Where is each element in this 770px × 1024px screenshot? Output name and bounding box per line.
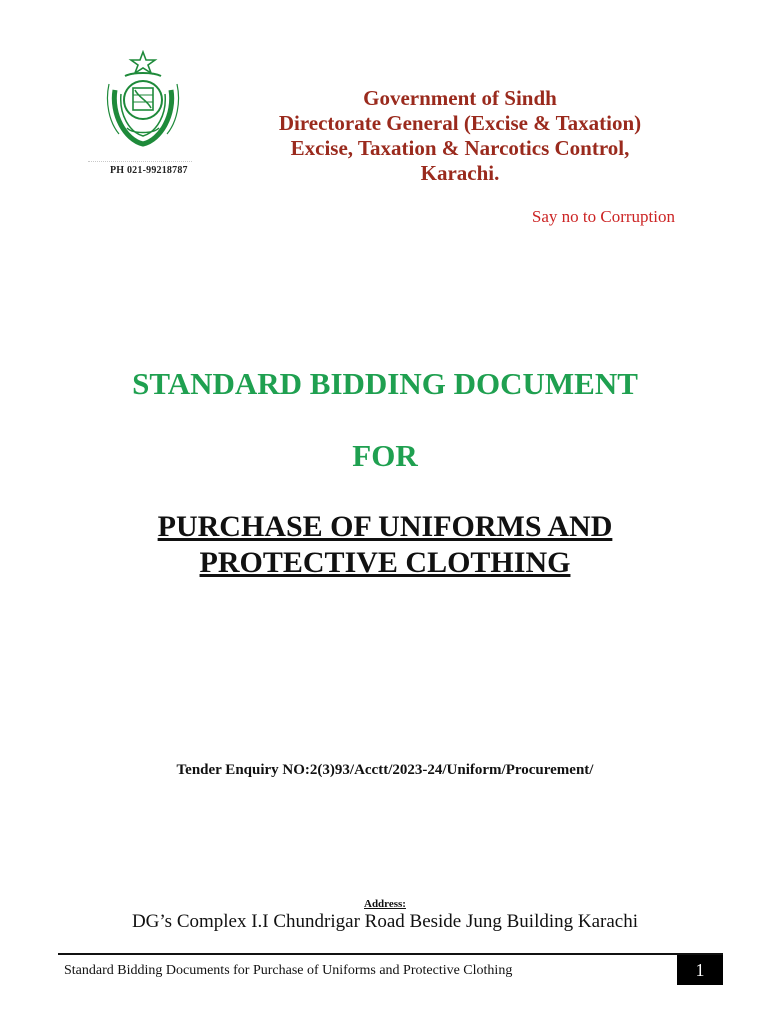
- document-title-for: FOR: [352, 438, 418, 473]
- document-title: STANDARD BIDDING DOCUMENT: [132, 366, 638, 401]
- page-number: 1: [677, 955, 723, 985]
- footer-divider: [58, 953, 723, 955]
- tender-enquiry-number: Tender Enquiry NO:2(3)93/Acctt/2023-24/Uniform/Procurement/: [176, 762, 594, 778]
- document-subject: [0, 509, 770, 581]
- anti-corruption-slogan: Say no to Corruption: [531, 207, 675, 226]
- emblem-graphic: [95, 50, 191, 150]
- sindh-government-emblem-icon: [95, 50, 191, 150]
- header-line-department: Excise, Taxation & Narcotics Control,: [290, 136, 630, 160]
- address-text: DG’s Complex I.I Chundrigar Road Beside Jung Building Karachi: [131, 911, 639, 932]
- header-line-directorate: Directorate General (Excise & Taxation): [278, 111, 642, 135]
- header-line-government: Government of Sindh: [363, 86, 557, 110]
- phone-number: PH 021-99218787: [110, 165, 188, 176]
- subject-line-2: PROTECTIVE CLOTHING: [199, 546, 571, 579]
- letterhead-header: [210, 86, 710, 186]
- header-line-city: Karachi.: [420, 161, 500, 185]
- footer-text: Standard Bidding Documents for Purchase of Uniforms and Protective Clothing: [64, 963, 513, 978]
- subject-line-1: PURCHASE OF UNIFORMS AND: [157, 510, 613, 543]
- address-label: Address:: [364, 898, 406, 910]
- emblem-divider: [88, 161, 192, 162]
